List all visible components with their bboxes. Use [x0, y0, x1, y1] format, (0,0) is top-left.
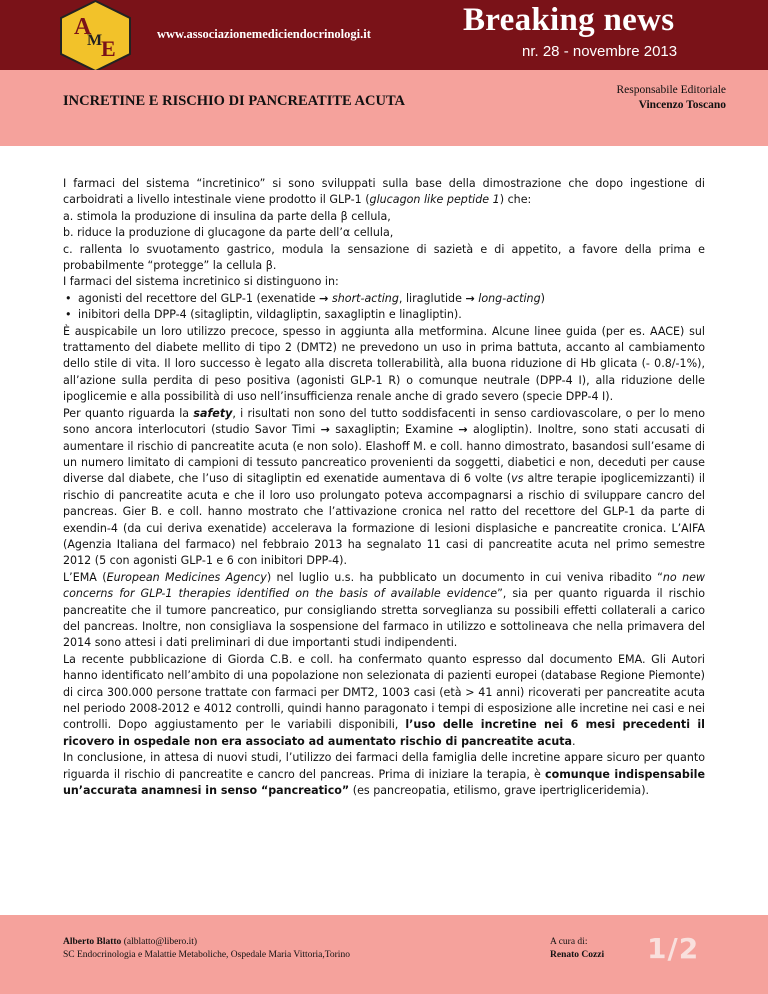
text-run: , liraglutide — [398, 291, 466, 305]
header-bar — [0, 0, 768, 70]
text-run: alogliptin). Inoltre, sono stati accusati di aumentare il rischio di pancreatite acuta (e non solo). Elashoff M. e coll. hanno dimostrato, basandosi sull’esame di un numero limitato di campioni di tessuto pancreatico provenienti da soggetti, diabetici e non, deceduti per cause diverse dal diabete, che l’uso di sitagliptin ed exenatide aumentava di 6 volte ( — [63, 423, 705, 486]
text-run-bold: l’uso delle incretine nei 6 mesi precedenti il ricovero in ospedale non era associato ad aumentato rischio di pancreatite acuta — [63, 718, 705, 748]
article-body — [63, 176, 705, 799]
newsletter-title: Breaking news — [463, 2, 675, 38]
text-run: ) — [540, 291, 545, 305]
article-title: INCRETINE E RISCHIO DI PANCREATITE ACUTA — [63, 93, 406, 109]
text-run: (es pancreopatia, etilismo, grave ipertrigliceridemia). — [349, 784, 650, 798]
paragraph-ema — [63, 570, 705, 652]
paragraph-conclusion — [63, 750, 705, 799]
text-run: L’EMA ( — [63, 570, 107, 584]
text-run-italic: short-acting — [331, 291, 399, 305]
paragraph-intro — [63, 176, 705, 209]
arrow-icon: → — [319, 291, 329, 305]
curated-label: A cura di: — [550, 937, 588, 947]
text-run: agonisti del recettore del GLP-1 (exenatide — [78, 291, 320, 305]
arrow-icon: → — [458, 423, 468, 437]
bullet-dpp4-inhibitors: • inibitori della DPP-4 (sitagliptin, vildagliptin, saxagliptin e linagliptin). — [63, 307, 705, 323]
paragraph-safety — [63, 406, 705, 570]
svg-text:A: A — [74, 14, 92, 40]
text-run: ) nel luglio u.s. ha pubblicato un documento in cui veniva ribadito “ — [266, 570, 663, 584]
author-name: Alberto Blatto — [63, 937, 122, 947]
svg-text:E: E — [101, 36, 116, 61]
text-run: , i risultati non sono del tutto soddisfacenti in senso cardiovascolare, o per lo meno sono ancora interlocutori (studio Savor Timi — [63, 406, 705, 437]
responsible-label: Responsabile Editoriale — [616, 84, 726, 96]
text-run: ) che: — [499, 193, 532, 207]
author-affiliation: SC Endocrinologia e Malattie Metaboliche, Ospedale Maria Vittoria,Torino — [63, 950, 350, 960]
text-run-bold-italic: safety — [193, 406, 233, 420]
text-run: La recente pubblicazione di Giorda C.B. e coll. ha confermato quanto espresso dal documento EMA. Gli Autori hanno identificato nell’ambito di una popolazione non selezionata di pazienti europei (database Regione Piemonte) di circa 300.000 persone trattate con farmaci per DMT2, 1003 casi (età > 41 anni) ricoverati per pancreatite acuta nel periodo 2008-2012 e 4012 controlli, quindi hanno paragonato i tempi di esposizione alle incretine nei casi e nei controlli. Dopo aggiustamento per le variabili disponibili, — [63, 652, 705, 732]
bullet-glp1-agonists — [63, 291, 705, 307]
text-run: I farmaci del sistema “incretinico” si sono sviluppati sulla base della dimostrazione che dopo ingestione di carboidrati a livello intestinale viene prodotto il GLP-1 ( — [63, 177, 705, 207]
site-url[interactable]: www.associazionemediciendocrinologi.it — [157, 27, 371, 41]
text-run: . — [572, 734, 576, 748]
issue-number: nr. 28 - novembre 2013 — [522, 43, 678, 60]
paragraph-classes: I farmaci del sistema incretinico si distinguono in: — [63, 275, 339, 289]
author-email[interactable]: (alblatto@libero.it) — [121, 937, 198, 947]
text-run-italic: European Medicines Agency — [106, 570, 267, 584]
text-run-italic: no new concerns for GLP-1 therapies identified on the basis of available evidence — [63, 570, 705, 601]
responsible-name: Vincenzo Toscano — [638, 99, 726, 111]
list-item-b: b. riduce la produzione di glucagone da parte dell’α cellula, — [63, 226, 394, 240]
curated-name: Renato Cozzi — [550, 950, 605, 960]
text-run-italic: long-acting — [478, 291, 541, 305]
footer-curated — [550, 936, 604, 962]
page-number: 1/2 — [647, 932, 700, 965]
list-item-a: a. stimola la produzione di insulina da parte della β cellula, — [63, 209, 391, 223]
list-item-c: c. rallenta lo svuotamento gastrico, modula la sensazione di sazietà e di appetito, a favore della prima e probabilmente “protegge” la cellula β. — [63, 242, 705, 273]
text-run-italic: glucagon like peptide 1 — [369, 193, 500, 207]
arrow-icon: → — [320, 423, 330, 437]
text-run: ”, sia per quanto riguarda il rischio pancreatite che il tumore pancreatico, pur consigliando stretta sorveglianza su possibili effetti collaterali a carico del pancreas. Inoltre, non consigliava la sospensione del farmaco in utilizzo e sottolineava che nella primavera del 2014 sono attesi i dati preliminari di due importanti studi indipendenti. — [63, 587, 705, 650]
text-run-italic: vs — [511, 472, 524, 486]
text-run-bold: comunque indispensabile un’accurata anamnesi in senso “pancreatico” — [63, 767, 705, 798]
text-run: In conclusione, in attesa di nuovi studi, l’utilizzo dei farmaci della famiglia delle incretine appare sicuro per quanto riguarda il rischio di pancreatite e cancro del pancreas. Prima di iniziare la terapia, è — [63, 751, 705, 781]
paragraph-giorda — [63, 652, 705, 750]
svg-text:M: M — [87, 32, 103, 49]
footer-author — [63, 936, 350, 962]
arrow-icon: → — [465, 291, 475, 305]
text-run: altre terapie ipoglicemizzanti) il rischio di pancreatite acuta e che il loro uso prolungato poteva accompagnarsi a rischio di sviluppare cancro del pancreas. Gier B. e coll. hanno mostrato che l’attivazione cronica nel ratto del recettore del GLP-1 da parte di exendin-4 (da cui deriva exenatide) accelerava la formazione di lesioni displasiche e pancreatite cronica. L’AIFA (Agenzia Italiana del farmaco) nel febbraio 2013 ha segnalato 11 casi di pancreatite acuta nel primo semestre 2012 (5 con agonisti GLP-1 e 6 con inibitori DPP-4). — [63, 472, 706, 568]
ame-logo — [57, 0, 134, 72]
text-run: Per quanto riguarda la — [63, 406, 194, 420]
paragraph-usage: È auspicabile un loro utilizzo precoce, spesso in aggiunta alla metformina. Alcune linee guida (per es. AACE) sul trattamento del diabete mellito di tipo 2 (DMT2) ne prevedono un uso in prima battuta, accanto al cambiamento dello stile di vita. Il loro successo è legato alla discreta tollerabilità, alla buona riduzione di Hb glicata (- 0.8/-1%), all’azione sulla perdita di peso positiva (agonisti GLP-1 R) o comunque neutrale (DPP-4 I), alla riduzione delle ipoglicemie e alla possibilità di uso nell’insufficienza renale anche di grado severo (specie DPP-4 I). — [63, 324, 705, 404]
text-run: saxagliptin; Examine — [329, 423, 459, 437]
